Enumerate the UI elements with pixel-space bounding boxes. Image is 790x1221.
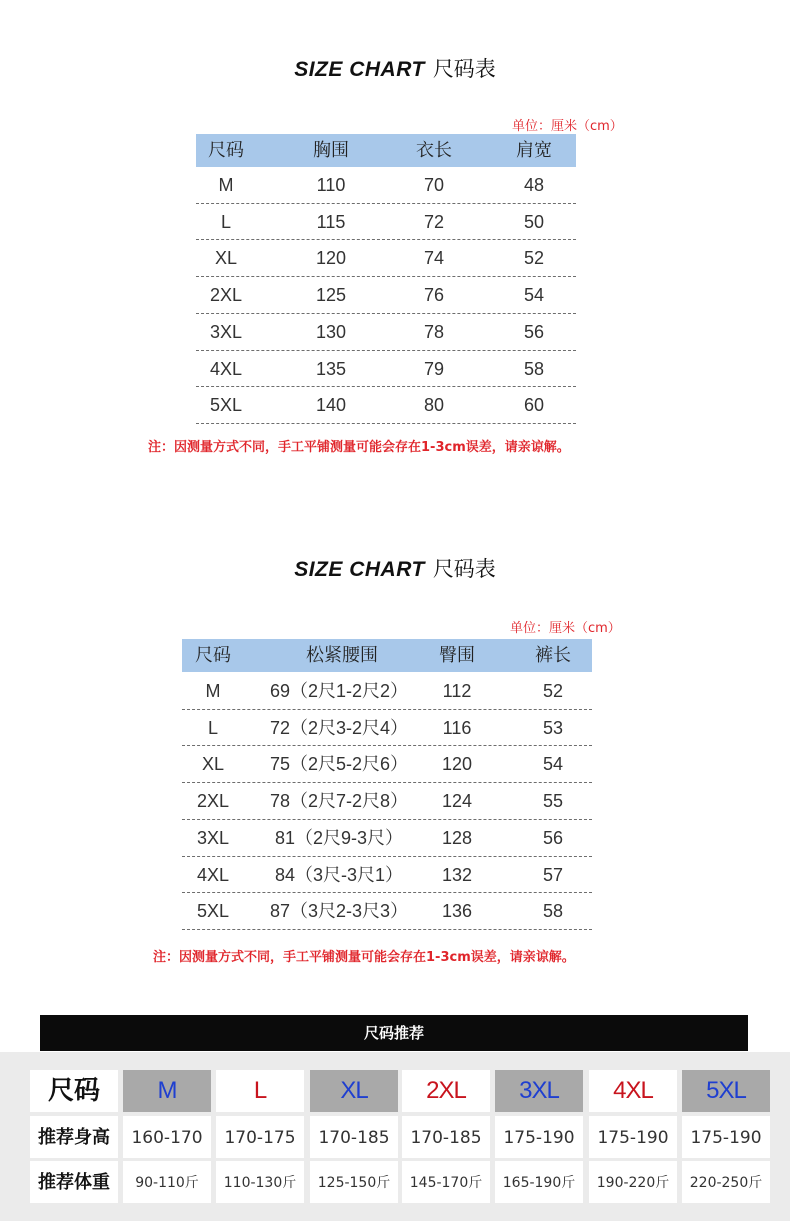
size-chart-title-bottom [0, 553, 790, 583]
table-cell: L [220, 211, 231, 232]
size-5xl: 5XL [706, 1077, 746, 1104]
recommended-height: 175-190 [690, 1128, 762, 1148]
table-cell: 3XL [209, 321, 243, 342]
size-m: M [157, 1077, 177, 1104]
row-divider [182, 819, 592, 820]
table-cell: 57 [542, 864, 564, 885]
weight-label: 推荐体重 [38, 1172, 110, 1193]
table-cell: 53 [542, 717, 564, 738]
table-cell: 52 [542, 681, 564, 701]
table-cell: 80 [423, 395, 445, 416]
table-cell: 48 [523, 175, 545, 195]
recommended-weight: 220-250斤 [689, 1175, 763, 1191]
table-cell: 5XL [196, 901, 230, 922]
table-cell: XL [214, 248, 238, 269]
table-cell: 72（2尺3-2尺4） [269, 717, 409, 738]
table-cell: 4XL [196, 864, 230, 885]
recommended-weight: 190-220斤 [596, 1175, 670, 1191]
size-xl: XL [340, 1077, 368, 1104]
table-cell: 3XL [196, 827, 230, 848]
row-divider [196, 239, 576, 240]
table-cell: 79 [423, 358, 445, 379]
table-cell: 2XL [196, 791, 230, 812]
recommended-height: 170-185 [318, 1128, 390, 1148]
table-cell: 2XL [209, 285, 243, 306]
row-divider [196, 276, 576, 277]
table-cell: 74 [423, 248, 445, 269]
table-cell: 120 [315, 248, 347, 269]
table-cell: 130 [315, 321, 347, 342]
table-cell: 112 [442, 681, 472, 701]
table-cell: 56 [523, 321, 545, 342]
row-divider [196, 313, 576, 314]
row-divider [182, 892, 592, 893]
table-cell: 50 [523, 211, 545, 232]
title-cn: 尺码表 [432, 557, 496, 581]
table-cell: 124 [441, 791, 473, 812]
row-divider [196, 203, 576, 204]
table-cell: 78（2尺7-2尺8） [269, 791, 409, 812]
unit-label: 单位：厘米（cm） [512, 119, 623, 134]
size-l: L [253, 1077, 267, 1104]
table-cell: 56 [542, 827, 564, 848]
table-cell: 55 [542, 791, 564, 812]
recommended-weight: 165-190斤 [502, 1175, 576, 1191]
header-hip: 臀围 [439, 645, 475, 666]
size-3xl: 3XL [519, 1077, 559, 1104]
table-cell: 54 [542, 754, 564, 775]
header-chest: 胸围 [313, 140, 349, 161]
header-length: 衣长 [416, 140, 452, 161]
recommended-height: 160-170 [131, 1128, 203, 1148]
table-cell: 60 [523, 395, 545, 416]
table-cell: 58 [523, 358, 545, 379]
row-divider [182, 745, 592, 746]
table-cell: 135 [315, 358, 347, 379]
table-cell: 5XL [209, 395, 243, 416]
recommend-title: 尺码推荐 [40, 1015, 748, 1051]
table-cell: 54 [523, 285, 545, 306]
table-cell: 4XL [209, 358, 243, 379]
table-cell: M [205, 681, 221, 701]
table-cell: 115 [316, 211, 346, 232]
table-cell: 136 [441, 901, 473, 922]
row-divider [182, 929, 592, 930]
size-label: 尺码 [47, 1076, 100, 1106]
row-divider [182, 856, 592, 857]
table-cell: L [207, 717, 218, 738]
table-cell: 81（2尺9-3尺） [274, 827, 404, 848]
header-size: 尺码 [195, 645, 231, 666]
recommended-weight: 145-170斤 [409, 1175, 483, 1191]
row-divider [196, 386, 576, 387]
title-en: SIZE CHART [294, 558, 425, 581]
header-pant-length: 裤长 [535, 645, 571, 666]
row-divider [196, 423, 576, 424]
table-cell: 70 [423, 175, 445, 195]
table-cell: 120 [441, 754, 473, 775]
table-cell: 69（2尺1-2尺2） [269, 681, 409, 701]
table-cell: 52 [523, 248, 545, 269]
height-label: 推荐身高 [38, 1127, 110, 1148]
recommended-height: 175-190 [597, 1128, 669, 1148]
table-cell: 87（3尺2-3尺3） [269, 901, 409, 922]
table-cell: 116 [442, 717, 472, 738]
size-4xl: 4XL [613, 1077, 653, 1104]
row-divider [196, 350, 576, 351]
table-cell: 75（2尺5-2尺6） [269, 754, 409, 775]
recommended-weight: 90-110斤 [135, 1175, 199, 1191]
table-cell: 140 [315, 395, 347, 416]
row-divider [182, 709, 592, 710]
header-size: 尺码 [208, 140, 244, 161]
table-cell: 76 [423, 285, 445, 306]
top-size-table [196, 134, 576, 429]
size-chart-title-top [0, 53, 790, 83]
unit-label: 单位：厘米（cm） [510, 621, 621, 636]
recommended-height: 170-185 [410, 1128, 482, 1148]
recommended-height: 175-190 [503, 1128, 575, 1148]
table-cell: 58 [542, 901, 564, 922]
title-cn: 尺码表 [432, 57, 496, 81]
table-cell: 110 [316, 175, 346, 195]
table-cell: 128 [441, 827, 473, 848]
header-waist: 松紧腰围 [306, 645, 378, 666]
title-en: SIZE CHART [294, 58, 425, 81]
bottom-size-table [182, 639, 592, 934]
row-divider [182, 782, 592, 783]
table-cell: 78 [423, 321, 445, 342]
table-cell: 84（3尺-3尺1） [274, 864, 404, 885]
table-cell: M [218, 175, 234, 195]
header-shoulder: 肩宽 [516, 140, 552, 161]
table-cell: XL [201, 754, 225, 775]
recommended-weight: 125-150斤 [317, 1175, 391, 1191]
table-cell: 125 [315, 285, 347, 306]
table-cell: 72 [423, 211, 445, 232]
recommended-weight: 110-130斤 [223, 1175, 297, 1191]
recommended-height: 170-175 [224, 1128, 296, 1148]
table-cell: 132 [441, 864, 473, 885]
size-2xl: 2XL [426, 1077, 466, 1104]
measurement-note: 注：因测量方式不同，手工平铺测量可能会存在1-3cm误差，请亲谅解。 [153, 950, 575, 965]
measurement-note: 注：因测量方式不同，手工平铺测量可能会存在1-3cm误差，请亲谅解。 [148, 440, 570, 455]
